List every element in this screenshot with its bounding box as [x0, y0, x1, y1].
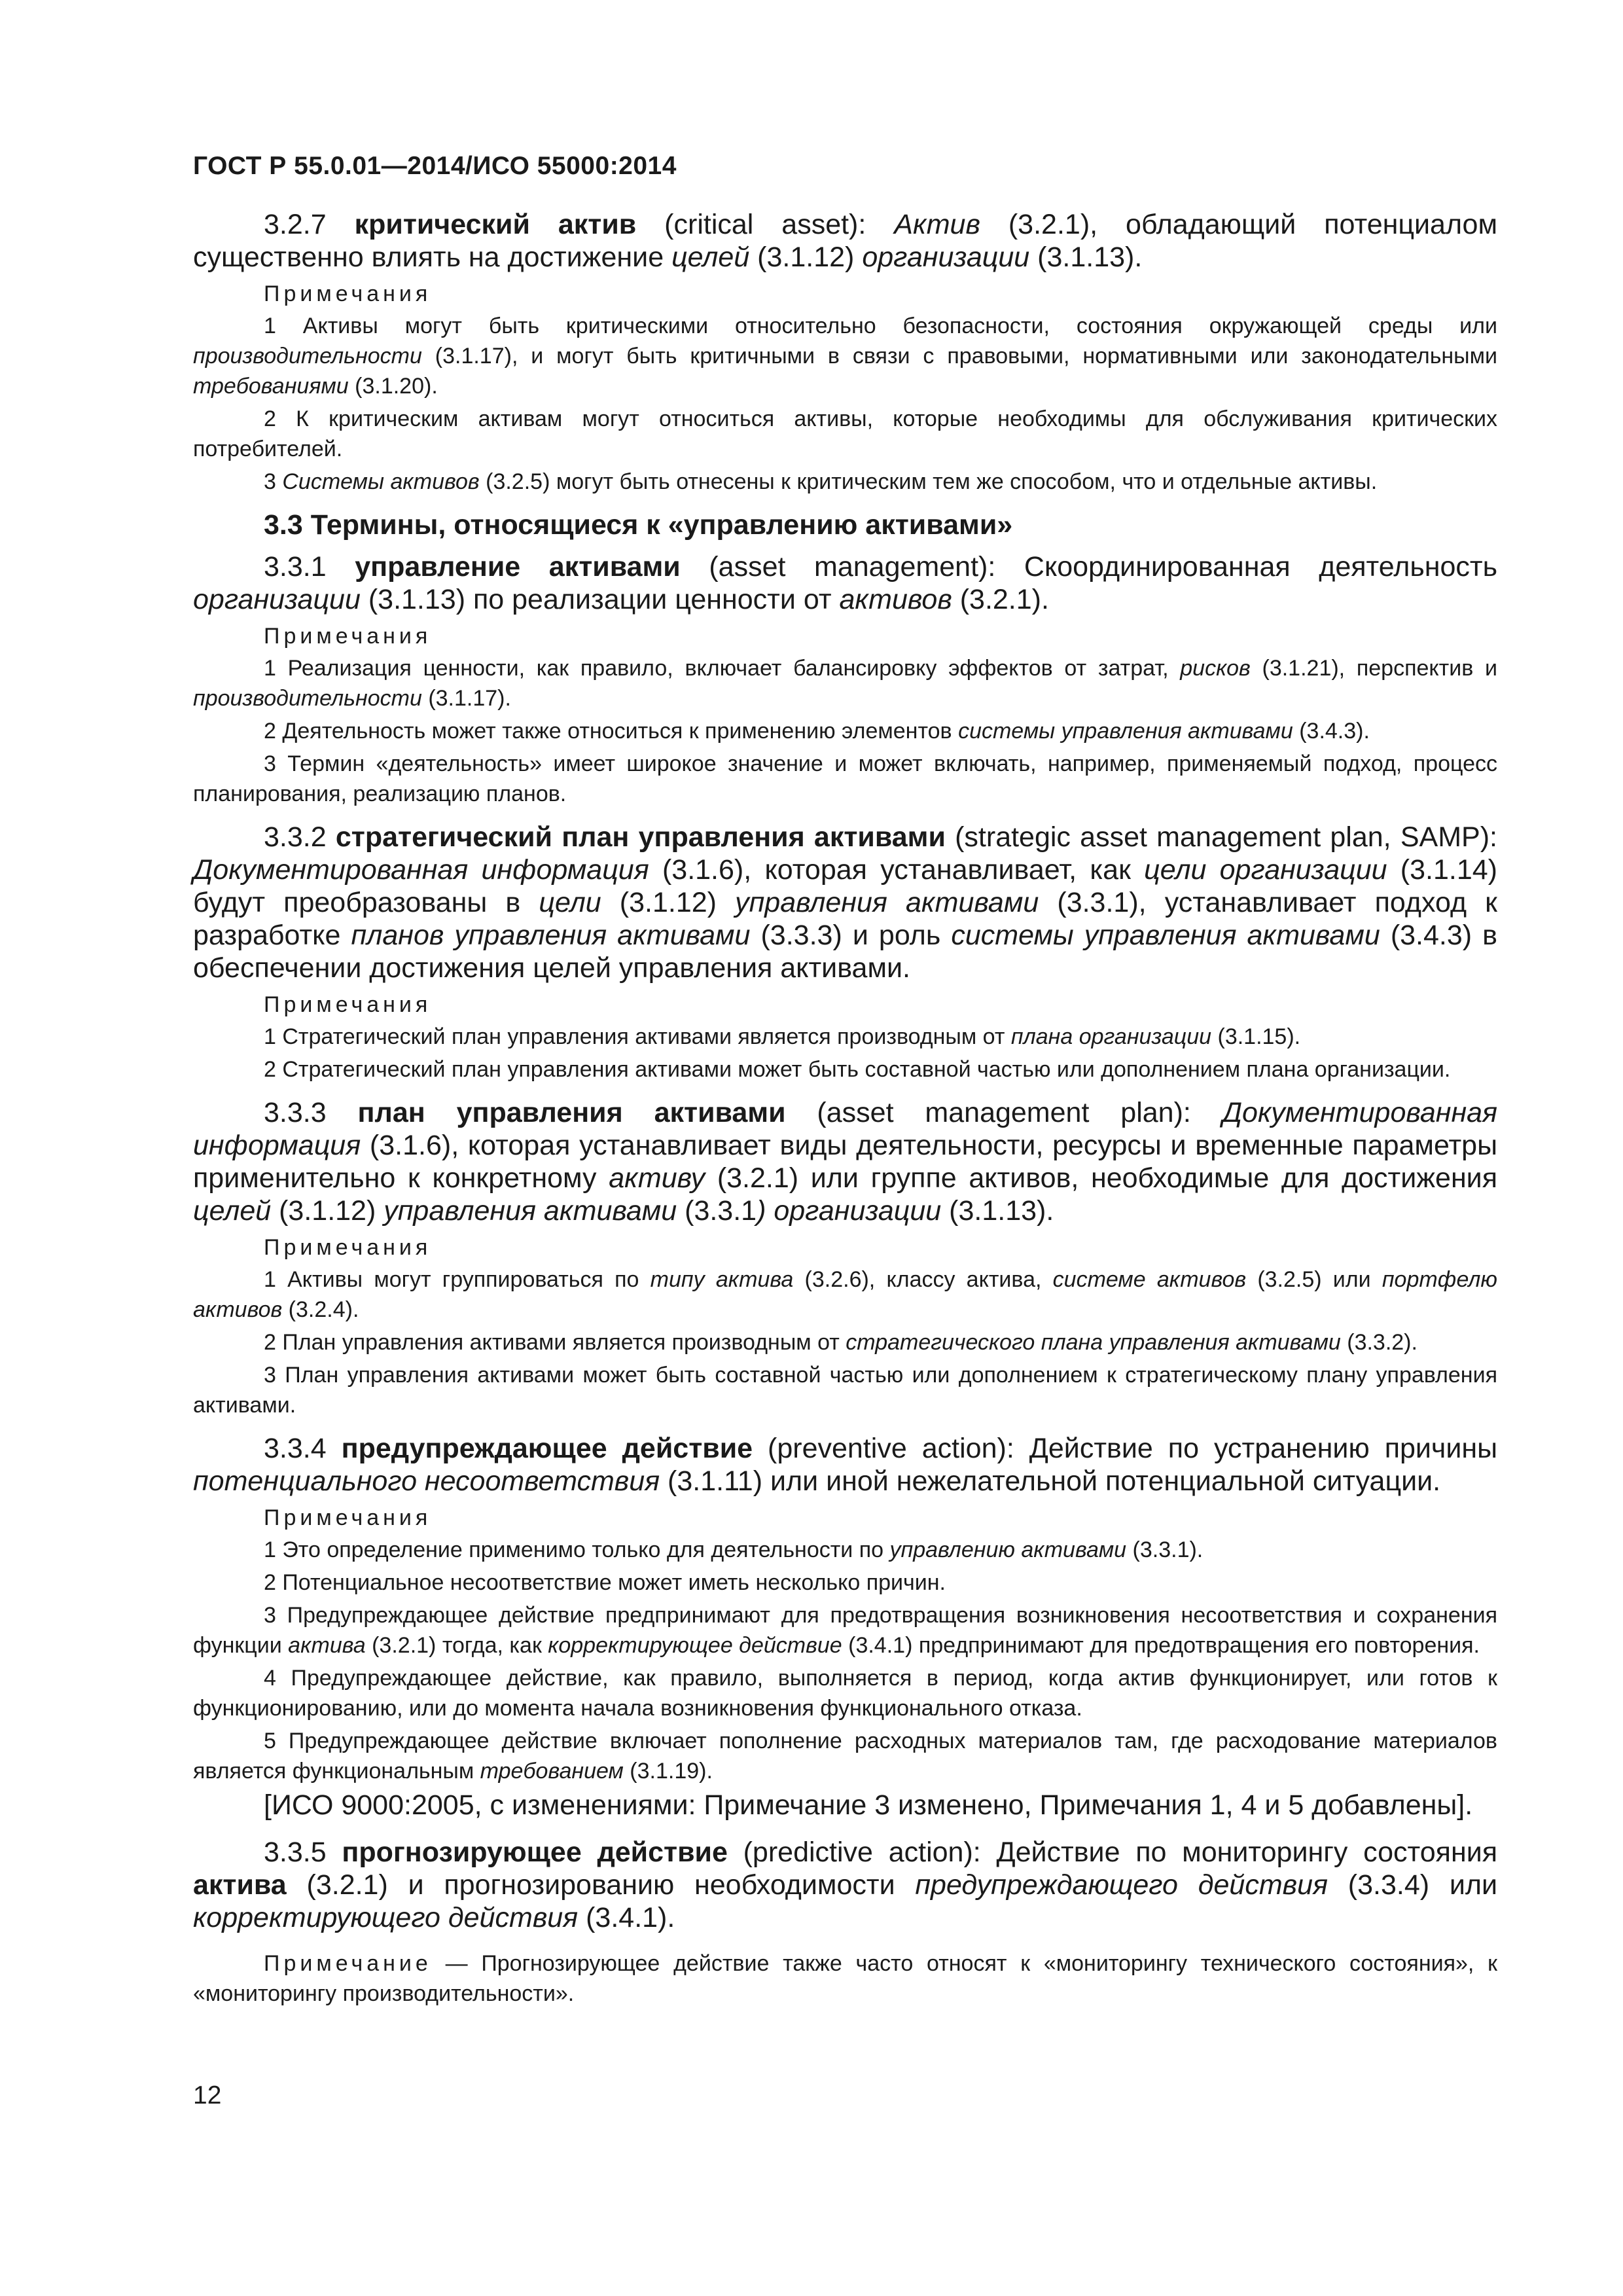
note-3-3-3-1: 1 Активы могут группироваться по типу актива (3.2.6), классу актива, системе активов (3.2.5) или портфелю активов (3.2.4).	[193, 1267, 1498, 1322]
term-3-3-1-definition: 3.3.1 управление активами (asset management): Скоординированная деятельность организации (3.1.13) по реализации ценности от активов (3.2.1).	[193, 551, 1498, 615]
term-3-3-5-definition: 3.3.5 прогнозирующее действие (predictive action): Действие по мониторингу состояния актива (3.2.1) и прогнозированию необходимости предупреждающего действия (3.3.4) или корректирующего действия (3.4.1).	[193, 1837, 1497, 1933]
term-3-3-2-title: стратегический план управления активами	[335, 821, 946, 853]
note-3-3-2-2: 2 Стратегический план управления активами может быть составной частью или дополнением плана организации.	[264, 1057, 1451, 1082]
note-3-3-1-3: 3 Термин «деятельность» имеет широкое значение и может включать, например, применяемый подход, процесс планирования, реализацию планов.	[193, 751, 1497, 806]
note-3-3-4-2: 2 Потенциальное несоответствие может иметь несколько причин.	[264, 1570, 946, 1595]
note-3-3-4-1: 1 Это определение применимо только для деятельности по управлению активами (3.3.1).	[264, 1537, 1204, 1562]
term-3-3-4-title: предупреждающее действие	[341, 1433, 753, 1464]
notes-heading: Примечания	[264, 1235, 432, 1260]
page-header: ГОСТ Р 55.0.01—2014/ИСО 55000:2014	[193, 152, 677, 180]
note-3-3-4-4: 4 Предупреждающее действие, как правило, выполняется в период, когда актив функционирует, или готов к функционированию, или до момента начала возникновения функционального отказа.	[193, 1666, 1497, 1721]
note-3-3-1-2: 2 Деятельность может также относиться к применению элементов системы управления активами (3.4.3).	[264, 719, 1370, 744]
term-3-3-2-definition: 3.3.2 стратегический план управления активами (strategic asset management plan, SAMP): Документированная информация (3.1.6), которая устанавливает, как цели организации (3.1.14) будут преобразованы в цели (3.1.12) управления активами (3.3.1), устанавливает подход к разработке планов управления активами (3.3.3) и роль системы управления активами (3.4.3) в обеспечении достижения целей управления активами.	[193, 821, 1497, 984]
note-3-2-7-2: 2 К критическим активам могут относиться активы, которые необходимы для обслуживания критических потребителей.	[193, 406, 1497, 461]
page-number: 12	[193, 2081, 222, 2109]
notes-heading: Примечания	[264, 281, 432, 306]
term-3-2-7-title: критический актив	[354, 209, 637, 240]
term-3-3-5-title: прогнозирующее действие	[342, 1837, 728, 1868]
term-3-3-4-definition: 3.3.4 предупреждающее действие (preventive action): Действие по устранению причины потенциального несоответствия (3.1.11) или иной нежелательной потенциальной ситуации.	[193, 1433, 1497, 1497]
term-3-3-3-title: план управления активами	[357, 1097, 786, 1128]
page-content	[193, 208, 1497, 2011]
note-3-3-1-1: 1 Реализация ценности, как правило, включает балансировку эффектов от затрат, рисков (3.1.21), перспектив и производительности (3.1.17).	[193, 656, 1497, 711]
notes-heading: Примечания	[264, 1505, 432, 1530]
note-3-3-3-2: 2 План управления активами является производным от стратегического плана управления активами (3.3.2).	[264, 1330, 1418, 1355]
term-3-2-7-definition: 3.2.7 критический актив (critical asset): Актив (3.2.1), обладающий потенциалом существенно влиять на достижение целей (3.1.12) организации (3.1.13).	[193, 209, 1498, 273]
term-3-3-3-definition: 3.3.3 план управления активами (asset management plan): Документированная информация (3.1.6), которая устанавливает виды деятельности, ресурсы и временные параметры применительно к конкретному активу (3.2.1) или группе активов, необходимые для достижения целей (3.1.12) управления активами (3.3.1) организации (3.1.13).	[193, 1097, 1497, 1227]
notes-heading: Примечания	[264, 624, 432, 649]
term-3-3-1-title: управление активами	[355, 551, 681, 583]
note-3-3-4-5: 5 Предупреждающее действие включает пополнение расходных материалов там, где расходование материалов является функциональным требованием (3.1.19).	[193, 1729, 1497, 1784]
section-3-3-heading: 3.3 Термины, относящиеся к «управлению активами»	[264, 509, 1013, 541]
note-3-3-3-3: 3 План управления активами может быть составной частью или дополнением к стратегическому плану управления активами.	[193, 1363, 1497, 1418]
note-3-2-7-1: 1 Активы могут быть критическими относительно безопасности, состояния окружающей среды или производительности (3.1.17), и могут быть критичными в связи с правовыми, нормативными или законодательными требованиями (3.1.20).	[193, 314, 1497, 399]
note-3-3-4-3: 3 Предупреждающее действие предпринимают для предотвращения возникновения несоответствия и сохранения функции актива (3.2.1) тогда, как корректирующее действие (3.4.1) предпринимают для предотвращения его повторения.	[193, 1603, 1497, 1658]
notes-heading: Примечания	[264, 992, 432, 1017]
source-reference: [ИСО 9000:2005, с изменениями: Примечание 3 изменено, Примечания 1, 4 и 5 добавлены].	[264, 1789, 1473, 1821]
note-3-2-7-3: 3 Системы активов (3.2.5) могут быть отнесены к критическим тем же способом, что и отдельные активы.	[264, 469, 1378, 494]
note-3-3-2-1: 1 Стратегический план управления активами является производным от плана организации (3.1.15).	[264, 1024, 1301, 1049]
note-3-3-5: Примечание — Прогнозирующее действие также часто относят к «мониторингу технического состояния», к «мониторингу производительности».	[193, 1951, 1497, 2006]
